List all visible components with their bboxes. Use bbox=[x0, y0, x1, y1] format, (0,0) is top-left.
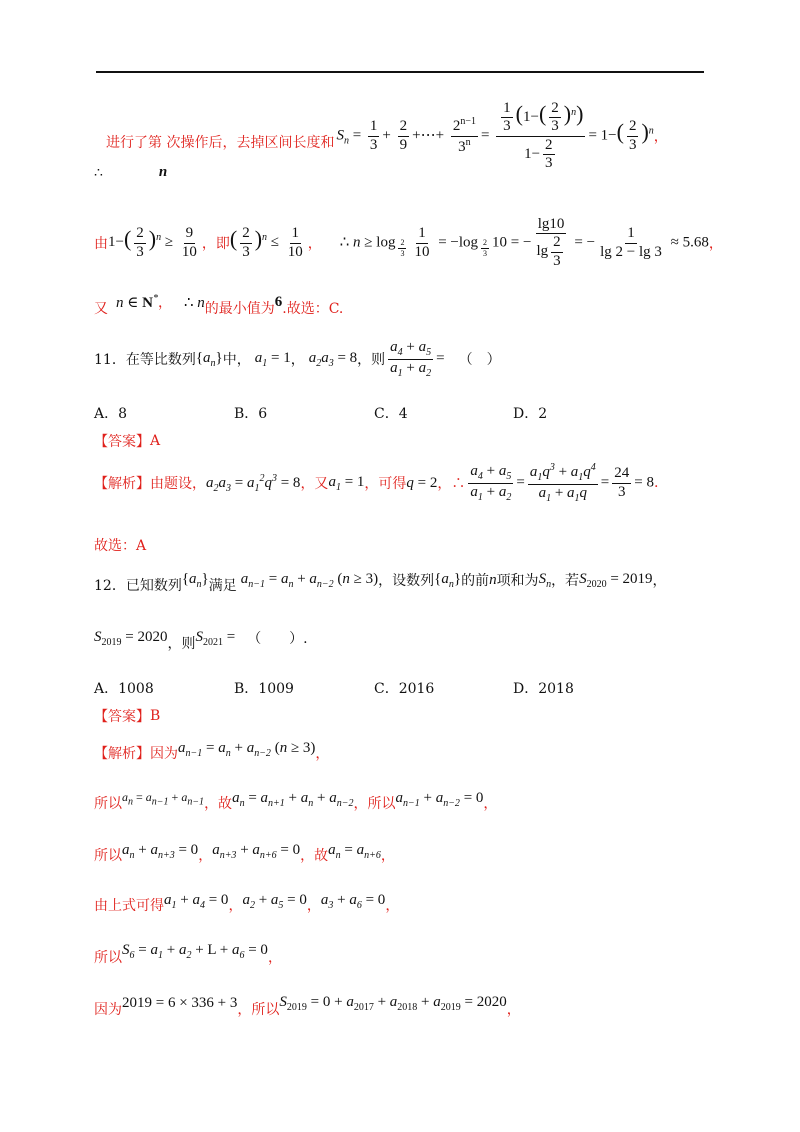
q11-analysis bbox=[94, 458, 658, 508]
q12-s3b: ， bbox=[198, 848, 213, 864]
q12-eq-s3c: $a_n = a_{n+6}$ bbox=[328, 841, 381, 861]
q12-s2b: ，故 bbox=[204, 796, 233, 812]
q12-s6c: ， bbox=[506, 1002, 521, 1018]
q12-eq-s4b: $a_2 + a_5 = 0$ bbox=[242, 891, 307, 911]
q11-option-b: B．6 bbox=[234, 406, 268, 422]
q12-step-4 bbox=[94, 886, 399, 916]
q12-s3d: ， bbox=[380, 848, 395, 864]
q12-eq-s3b: $a_{n+3} + a_{n+6} = 0$ bbox=[212, 841, 301, 861]
q12-step-5 bbox=[94, 936, 282, 966]
q12-step-3 bbox=[94, 836, 395, 866]
q12-s2d: ， bbox=[483, 796, 498, 812]
q11-paren: （ ） bbox=[458, 352, 501, 368]
q12-s6b: ，所以 bbox=[237, 1002, 280, 1018]
q12-text5: 项和为 bbox=[496, 573, 539, 589]
comma: ， bbox=[653, 129, 668, 145]
q12-s6a: 因为 bbox=[94, 1002, 122, 1018]
sec10-l2-text1: 由 bbox=[94, 236, 108, 252]
q11-option-d: D．2 bbox=[513, 406, 548, 422]
min-six: 6 bbox=[274, 293, 283, 310]
sec10-line3 bbox=[94, 288, 343, 316]
q12-option-d: D．2018 bbox=[513, 681, 574, 697]
q12-eq-s6a: 2019 = 6 × 336 + 3 bbox=[122, 994, 238, 1011]
q12-step-1 bbox=[94, 734, 329, 764]
q11-a1: 由题设， bbox=[150, 476, 206, 492]
q12-s2c: ，所以 bbox=[353, 796, 396, 812]
q12-S2020: $S_{2020} = 2019$ bbox=[579, 570, 653, 590]
q11-answer bbox=[94, 431, 160, 451]
q11-label: 11．在等比数列 bbox=[94, 352, 196, 368]
q12-eq-s2a: $a_n = a_{n-1} + a_{n-1}$ bbox=[122, 790, 205, 808]
q12-S2019: $S_{2019} = 2020$ bbox=[94, 628, 168, 648]
log-formula: ∴ n ≥ log $_{\frac{2}{3}}$ $\frac{1}{10}$ = −log $_{\frac{2}{3}}$ 10 = − lg10 lg $\frac{2}{3}$ = − $\frac{1}{\lg 2 - \lg 3}$ ≈ 5.68 bbox=[339, 216, 709, 269]
q12-s1b: ， bbox=[315, 746, 330, 762]
var-n: n bbox=[158, 164, 168, 180]
q12-var-n: n bbox=[489, 571, 497, 588]
a2a3-eq-8: $a_2a_3 = 8$ bbox=[308, 349, 358, 369]
q12-option-b: B．1009 bbox=[234, 681, 294, 697]
q12-eq-s4c: $a_3 + a_6 = 0$ bbox=[320, 891, 386, 911]
sec10-l2-text4: ， bbox=[708, 236, 723, 252]
q11-text3: ，则 bbox=[357, 352, 386, 368]
q12-s4b: ， bbox=[228, 898, 243, 914]
q12-answer-value: B bbox=[150, 708, 161, 724]
q11-a4: ，∴ bbox=[437, 476, 466, 492]
q12-stem-2 bbox=[94, 624, 308, 652]
ineq-2: ( $\frac{2}{3}$ )$^n$ ≤ $\frac{1}{10}$ bbox=[229, 225, 303, 260]
q12-s3a: 所以 bbox=[94, 848, 122, 864]
sec10-line2 bbox=[94, 218, 723, 268]
q12-s5a: 所以 bbox=[94, 950, 122, 966]
q12-text6: ，若 bbox=[551, 573, 580, 589]
ratio-expr: $\frac{a_4 + a_5}{a_1 + a_2}$ = bbox=[390, 339, 445, 379]
q12-S2021: $S_{2021}$ = bbox=[195, 628, 236, 648]
a1-eq-1: $a_1 = 1$ bbox=[254, 349, 291, 369]
q12-step-6 bbox=[94, 988, 521, 1018]
q12-s5b: ， bbox=[267, 950, 282, 966]
q11-a5: . bbox=[653, 475, 659, 491]
q11-a3: ，可得 bbox=[364, 476, 407, 492]
q11-eq2: $a_1 = 1$ bbox=[328, 473, 365, 493]
q12-text7: ， bbox=[652, 573, 667, 589]
q11-analysis-label: 【解析】 bbox=[94, 476, 150, 492]
header-rule bbox=[96, 71, 704, 73]
q12-eq-s4a: $a_1 + a_4 = 0$ bbox=[164, 891, 229, 911]
therefore-symbol: ∴ bbox=[94, 164, 103, 181]
q12-s3c: ，故 bbox=[300, 848, 329, 864]
q12-s4a: 由上式可得 bbox=[94, 898, 164, 914]
q11-comma: ， bbox=[290, 352, 305, 368]
q11-eq3: q = 2 bbox=[406, 474, 438, 491]
q11-eq1: $a_2a_3 = a_1^2q^3 = 8$ bbox=[206, 472, 301, 494]
q12-text4: 的前 bbox=[461, 573, 490, 589]
q11-conclusion: 故选：A bbox=[94, 538, 147, 554]
q12-analysis-label: 【解析】 bbox=[94, 746, 150, 762]
sec10-text: 进行了第 次操作后，去掉区间长度和 bbox=[106, 135, 335, 151]
ineq-1: 1−( $\frac{2}{3}$ )$^n$ ≥ $\frac{9}{10}$ bbox=[108, 225, 197, 260]
q12-option-a: A．1008 bbox=[94, 681, 154, 697]
q12-step-2 bbox=[94, 784, 497, 814]
sec10-l3-text1: 又 bbox=[94, 301, 108, 317]
q11-text2: 中， bbox=[222, 352, 251, 368]
q12-eq-s2c: $a_{n-1} + a_{n-2} = 0$ bbox=[395, 789, 484, 809]
q11-option-a: A．8 bbox=[94, 406, 128, 422]
seq-an: $\{a_n\}$ bbox=[195, 349, 223, 369]
q12-label: 12．已知数列 bbox=[94, 578, 182, 594]
q11-a2: ，又 bbox=[300, 476, 329, 492]
q11-eq4: $\frac{a_4 + a_5}{a_1 + a_2}$ = $\frac{a_1q^3 + a_1q^4}{a_1 + a_1q}$ = $\frac{24}{3}$ = 8 bbox=[470, 462, 654, 504]
sec10-therefore-line bbox=[94, 164, 167, 181]
q11-answer-value: A bbox=[150, 433, 161, 449]
sec10-line1 bbox=[94, 96, 668, 176]
q12-recurrence: $a_{n-1} = a_n + a_{n-2}$ (n ≥ 3) bbox=[240, 570, 379, 590]
q11-option-c: C．4 bbox=[374, 406, 408, 422]
sec10-l2-text2: ，即 bbox=[201, 236, 230, 252]
q12-eq-s1: $a_{n-1} = a_n + a_{n-2}$ (n ≥ 3) bbox=[178, 739, 316, 759]
q12-text2: 满足 bbox=[208, 578, 237, 594]
q11-answer-label: 【答案】 bbox=[94, 434, 150, 450]
sec10-l3-text2: ， bbox=[157, 295, 172, 311]
q12-paren: （ ）. bbox=[247, 631, 308, 647]
q12-option-c: C．2016 bbox=[374, 681, 435, 697]
q12-seq-an: $\{a_n\}$ bbox=[181, 570, 209, 590]
q12-stem-1 bbox=[94, 565, 667, 595]
q12-s1: 因为 bbox=[150, 746, 178, 762]
sum-formula: $S_n$ = $\frac{1}{3}$ + $\frac{2}{9}$ +⋯+ $\frac{2^{n-1}}{3^n}$ = $\frac{1}{3}$ (1−( $\frac{2}{3}$ )$^n$) 1− $\frac{2}{3}$ = 1−( $\frac{2}{3}$ )$^n$ bbox=[336, 100, 654, 171]
therefore-n: ∴ n bbox=[183, 294, 205, 311]
q12-answer bbox=[94, 706, 160, 726]
q11-stem bbox=[94, 336, 501, 382]
q12-answer-label: 【答案】 bbox=[94, 709, 150, 725]
q12-Sn: $S_n$ bbox=[538, 570, 552, 590]
q12-seq-an-2: $\{a_n\}$ bbox=[434, 570, 462, 590]
q12-text8: ，则 bbox=[167, 636, 196, 652]
q12-s4d: ， bbox=[385, 898, 400, 914]
q12-s2a: 所以 bbox=[94, 796, 122, 812]
q12-s4c: ， bbox=[306, 898, 321, 914]
q12-eq-s2b: $a_n = a_{n+1} + a_n + a_{n-2}$ bbox=[232, 789, 354, 809]
n-in-N: n ∈ N* bbox=[116, 292, 158, 311]
q12-eq-s5: $S_6 = a_1 + a_2 + L + a_6 = 0$ bbox=[122, 941, 268, 961]
sec10-l3-text4: .故选：C. bbox=[282, 301, 344, 317]
q12-text3: ，设数列 bbox=[378, 573, 435, 589]
sec10-l3-text3: 的最小值为 bbox=[204, 301, 275, 317]
q12-eq-s3a: $a_n + a_{n+3} = 0$ bbox=[122, 841, 199, 861]
q12-eq-s6b: $S_{2019} = 0 + a_{2017} + a_{2018} + a_{2019} = 2020$ bbox=[279, 993, 507, 1013]
sec10-l2-text3: ， bbox=[307, 236, 322, 252]
